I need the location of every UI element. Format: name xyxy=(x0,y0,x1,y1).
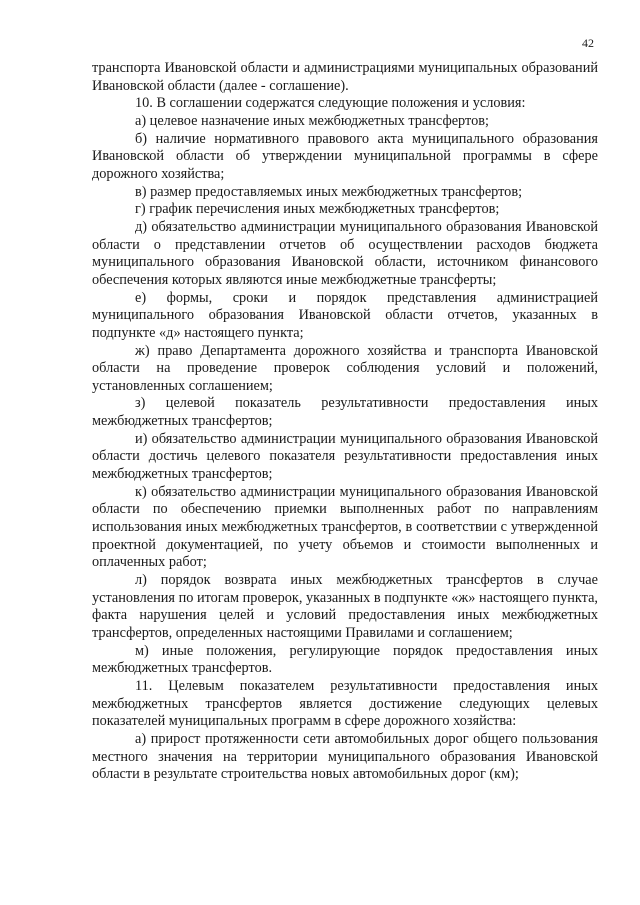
paragraph-item-d: д) обязательство администрации муниципального образования Ивановской области о представлении отчетов об осуществлении расходов бюджета муниципального образования Ивановской области, источником финансового обеспечения которых являются иные межбюджетные трансферты; xyxy=(92,218,598,288)
document-body xyxy=(92,60,598,784)
paragraph-clause-10: 10. В соглашении содержатся следующие положения и условия: xyxy=(135,95,526,112)
paragraph-item-v: в) размер предоставляемых иных межбюджетных трансфертов; xyxy=(135,183,523,200)
paragraph-item-a-2: а) прирост протяженности сети автомобильных дорог общего пользования местного значения на территории муниципального образования Ивановской области в результате строительства новых автомобильных дорог (км); xyxy=(92,730,598,783)
paragraph-continuation: транспорта Ивановской области и администрациями муниципальных образований Ивановской области (далее - соглашение). xyxy=(92,60,598,94)
paragraph-item-b: б) наличие нормативного правового акта муниципального образования Ивановской области об утверждении муниципальной программы в сфере дорожного хозяйства; xyxy=(92,130,598,182)
paragraph-item-k: к) обязательство администрации муниципального образования Ивановской области по обеспечению приемки выполненных работ по направлениям использования иных межбюджетных трансфертов, в соответствии с утвержденной проектной документацией, по учету объемов и стоимости выполненных и оплаченных работ; xyxy=(92,483,598,571)
paragraph-item-i: и) обязательство администрации муниципального образования Ивановской области достичь целевого показателя результативности предоставления иных межбюджетных трансфертов; xyxy=(92,430,598,483)
paragraph-item-zh: ж) право Департамента дорожного хозяйства и транспорта Ивановской области на проведение проверок соблюдения условий и положений, установленных соглашением; xyxy=(92,342,598,394)
paragraph-clause-11: 11. Целевым показателем результативности предоставления иных межбюджетных трансфертов является достижение следующих целевых показателей муниципальных программ в сфере дорожного хозяйства: xyxy=(92,677,598,730)
paragraph-item-m: м) иные положения, регулирующие порядок предоставления иных межбюджетных трансфертов. xyxy=(92,642,598,677)
paragraph-item-a: а) целевое назначение иных межбюджетных трансфертов; xyxy=(135,112,489,129)
paragraph-item-g: г) график перечисления иных межбюджетных трансфертов; xyxy=(135,201,500,218)
paragraph-item-z: з) целевой показатель результативности предоставления иных межбюджетных трансфертов; xyxy=(92,395,598,430)
paragraph-item-l: л) порядок возврата иных межбюджетных трансфертов в случае установления по итогам проверок, указанных в подпункте «ж» настоящего пункта, факта нарушения целей и условий предоставления иных межбюджетных трансфертов, определенных настоящими Правилами и соглашением; xyxy=(92,572,598,641)
paragraph-item-e: е) формы, сроки и порядок представления администрацией муниципального образования Ивановской области отчетов, указанных в подпункте «д» настоящего пункта; xyxy=(92,289,598,341)
page-number: 42 xyxy=(582,36,594,50)
